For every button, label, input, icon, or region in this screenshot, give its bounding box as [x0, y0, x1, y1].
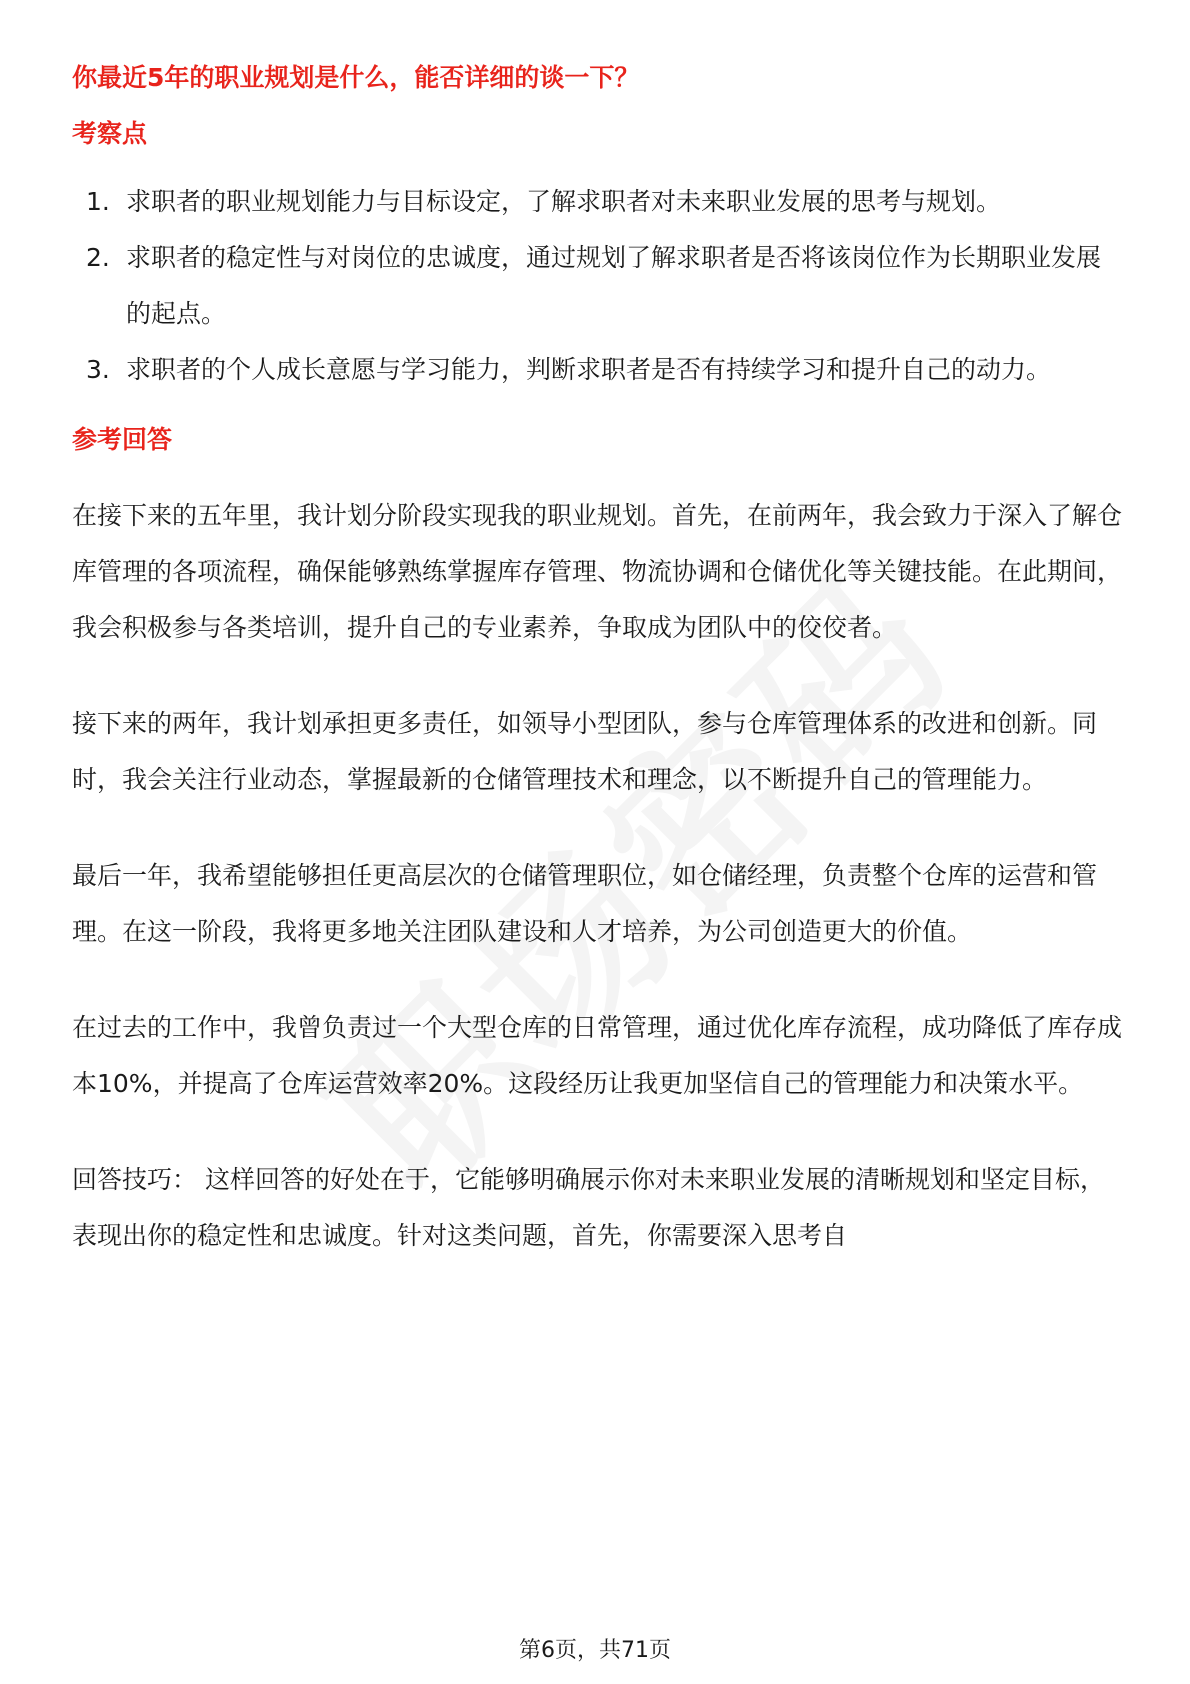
question-title: 你最近5年的职业规划是什么，能否详细的谈一下？ [72, 63, 640, 92]
assessment-item-text: 求职者的稳定性与对岗位的忠诚度，通过规划了解求职者是否将该岗位作为长期职业发展的起点。 [126, 243, 1102, 328]
answer-paragraph: 在接下来的五年里，我计划分阶段实现我的职业规划。首先，在前两年，我会致力于深入了解仓库管理的各项流程，确保能够熟练掌握库存管理、物流协调和仓储优化等关键技能。在此期间，我会积极参与各类培训，提升自己的专业素养，争取成为团队中的佼佼者。 [72, 501, 1123, 642]
answer-paragraph: 最后一年，我希望能够担任更高层次的仓储管理职位，如仓储经理，负责整个仓库的运营和管理。在这一阶段，我将更多地关注团队建设和人才培养，为公司创造更大的价值。 [72, 861, 1098, 946]
page-number-footer: 第6页，共71页 [519, 1638, 671, 1663]
assessment-item-text: 求职者的个人成长意愿与学习能力，判断求职者是否有持续学习和提升自己的动力。 [126, 355, 1052, 384]
assessment-heading: 考察点 [72, 119, 148, 148]
page-content [72, 58, 1122, 1264]
list-number: 2. [86, 243, 110, 272]
list-number: 1. [86, 187, 110, 216]
answer-paragraph: 在过去的工作中，我曾负责过一个大型仓库的日常管理，通过优化库存流程，成功降低了库存成本10%，并提高了仓库运营效率20%。这段经历让我更加坚信自己的管理能力和决策水平。 [72, 1013, 1123, 1098]
assessment-item [72, 174, 1122, 230]
assessment-item-text: 求职者的职业规划能力与目标设定，了解求职者对未来职业发展的思考与规划。 [126, 187, 1002, 216]
assessment-list [72, 174, 1122, 398]
answer-paragraph: 接下来的两年，我计划承担更多责任，如领导小型团队，参与仓库管理体系的改进和创新。同时，我会关注行业动态，掌握最新的仓储管理技术和理念，以不断提升自己的管理能力。 [72, 709, 1098, 794]
assessment-item [72, 230, 1122, 342]
assessment-item [72, 342, 1122, 398]
answer-tips-paragraph: 回答技巧： 这样回答的好处在于，它能够明确展示你对未来职业发展的清晰规划和坚定目标，表现出你的稳定性和忠诚度。针对这类问题，首先，你需要深入思考自 [72, 1165, 1105, 1250]
list-number: 3. [86, 355, 110, 384]
answer-heading: 参考回答 [72, 425, 173, 454]
